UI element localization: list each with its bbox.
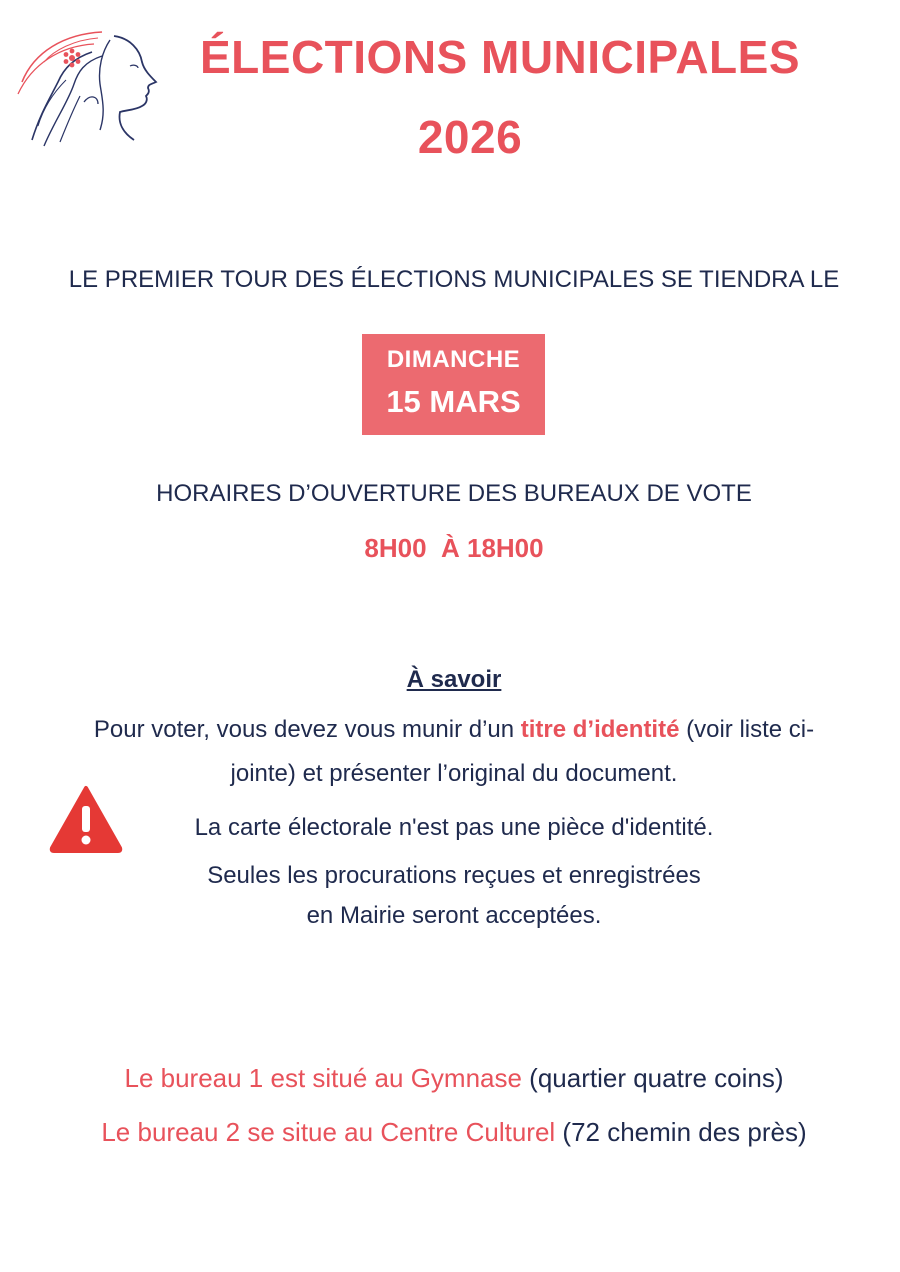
polling-station-1-location: Le bureau 1 est situé au Gymnase <box>124 1063 522 1093</box>
info-heading: À savoir <box>406 666 502 693</box>
info-line1-suffix: (voir liste ci- <box>679 716 815 743</box>
info-line1-prefix: Pour voter, vous devez vous munir d’un <box>93 716 521 743</box>
id-document-highlight: titre d’identité <box>520 716 680 743</box>
opening-hours-title: HORAIRES D’OUVERTURE DES BUREAUX DE VOTE <box>156 480 752 507</box>
election-date-badge <box>362 334 545 435</box>
polling-station-1 <box>0 1063 900 1094</box>
election-date: 15 MARS <box>386 384 521 419</box>
page-title-year: 2026 <box>417 111 523 163</box>
page-title: ÉLECTIONS MUNICIPALES <box>199 31 800 83</box>
announcement-headline: LE PREMIER TOUR DES ÉLECTIONS MUNICIPALES SE TIENDRA LE <box>68 266 840 293</box>
polling-station-2-location: Le bureau 2 se situe au Centre Culturel <box>101 1117 556 1147</box>
polling-station-1-area: (quartier quatre coins) <box>521 1063 784 1093</box>
opening-hours-value: 8H00 À 18H00 <box>364 533 544 563</box>
info-line-voter-card: La carte électorale n'est pas une pièce d'identité. <box>194 814 714 841</box>
info-line-proxy-town-hall: en Mairie seront acceptées. <box>306 902 602 929</box>
election-day: DIMANCHE <box>386 346 521 373</box>
info-line-proxy: Seules les procurations reçues et enregistrées <box>207 862 701 889</box>
polling-station-2 <box>0 1117 900 1148</box>
polling-station-2-address: (72 chemin des près) <box>555 1117 807 1147</box>
info-line-id-required <box>0 716 900 744</box>
info-line-original-document: jointe) et présenter l’original du document. <box>230 760 678 787</box>
